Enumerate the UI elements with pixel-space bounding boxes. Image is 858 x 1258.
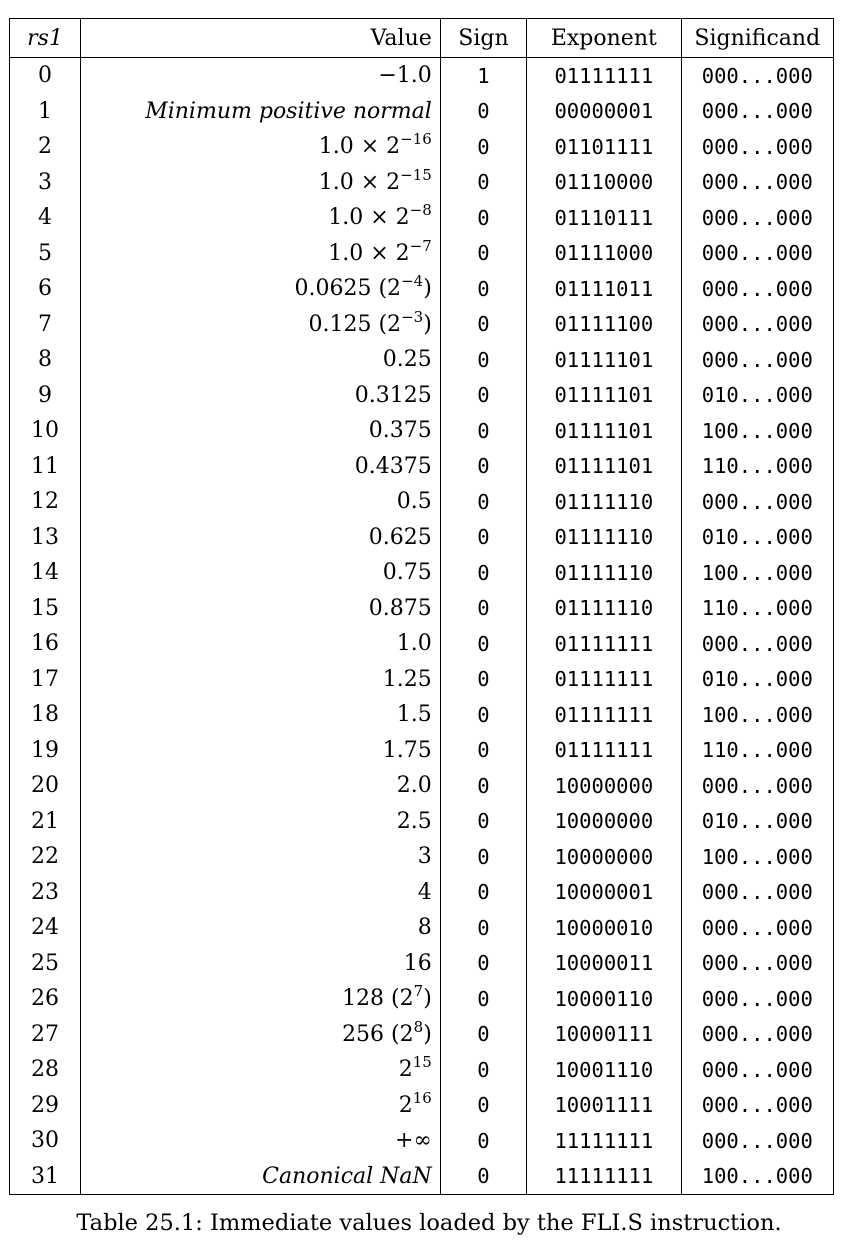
cell-sign: 0 (440, 662, 526, 698)
value-text: 1.0 × 2 (318, 134, 401, 160)
cell-exponent: 10000000 (527, 768, 681, 804)
value-text: −1.0 (378, 63, 432, 89)
cell-rs1: 21 (10, 804, 81, 840)
cell-exponent: 01111000 (527, 236, 681, 272)
cell-exponent: 01111101 (527, 378, 681, 414)
cell-sign: 0 (440, 200, 526, 236)
cell-rs1: 6 (10, 271, 81, 307)
cell-sign: 0 (440, 236, 526, 272)
cell-significand: 000...000 (681, 165, 833, 201)
cell-exponent: 01110111 (527, 200, 681, 236)
cell-exponent: 01111110 (527, 484, 681, 520)
cell-sign: 0 (440, 1017, 526, 1053)
cell-significand: 000...000 (681, 768, 833, 804)
cell-exponent: 10000011 (527, 946, 681, 982)
cell-rs1: 28 (10, 1052, 81, 1088)
cell-rs1: 26 (10, 981, 81, 1017)
value-text: 0.25 (382, 347, 432, 373)
table-row (10, 768, 834, 804)
value-exponent-superscript: 7 (413, 982, 424, 1001)
cell-exponent: 11111111 (527, 1159, 681, 1195)
table-row (10, 591, 834, 627)
value-text: 0.5 (396, 489, 432, 515)
cell-rs1: 17 (10, 662, 81, 698)
cell-exponent: 01111110 (527, 555, 681, 591)
cell-sign: 0 (440, 910, 526, 946)
cell-rs1: 9 (10, 378, 81, 414)
value-text: 0.4375 (354, 453, 432, 479)
cell-value (81, 200, 441, 236)
cell-exponent: 10001110 (527, 1052, 681, 1088)
cell-exponent: 01111111 (527, 626, 681, 662)
value-exponent-superscript: −15 (400, 165, 432, 184)
cell-value (81, 1123, 441, 1159)
table-row (10, 449, 834, 485)
table-row (10, 58, 834, 94)
cell-value (81, 307, 441, 343)
cell-exponent: 01111111 (527, 662, 681, 698)
cell-value (81, 484, 441, 520)
value-exponent-superscript: 8 (413, 1017, 424, 1036)
cell-rs1: 27 (10, 1017, 81, 1053)
value-closing-paren: ) (423, 986, 432, 1012)
cell-value (81, 946, 441, 982)
cell-sign: 0 (440, 1088, 526, 1124)
cell-sign: 0 (440, 768, 526, 804)
cell-exponent: 01111101 (527, 342, 681, 378)
cell-sign: 0 (440, 591, 526, 627)
cell-value (81, 804, 441, 840)
cell-rs1: 4 (10, 200, 81, 236)
cell-rs1: 23 (10, 875, 81, 911)
cell-value (81, 129, 441, 165)
cell-rs1: 15 (10, 591, 81, 627)
table-row (10, 307, 834, 343)
cell-rs1: 5 (10, 236, 81, 272)
table-row (10, 804, 834, 840)
table-row (10, 697, 834, 733)
value-text: 1.0 × 2 (328, 240, 410, 266)
table-row (10, 94, 834, 130)
cell-significand: 010...000 (681, 520, 833, 556)
cell-exponent: 01101111 (527, 129, 681, 165)
cell-value (81, 981, 441, 1017)
cell-value (81, 875, 441, 911)
cell-rs1: 16 (10, 626, 81, 662)
cell-rs1: 12 (10, 484, 81, 520)
cell-significand: 000...000 (681, 129, 833, 165)
table-caption: Table 25.1: Immediate values loaded by the FLI.S instruction. (76, 1210, 782, 1236)
cell-sign: 0 (440, 1159, 526, 1195)
cell-significand: 000...000 (681, 200, 833, 236)
cell-exponent: 10001111 (527, 1088, 681, 1124)
cell-exponent: 10000000 (527, 804, 681, 840)
cell-rs1: 1 (10, 94, 81, 130)
cell-rs1: 19 (10, 733, 81, 769)
value-text: +∞ (395, 1128, 432, 1154)
value-text: 2 (398, 1057, 413, 1083)
cell-significand: 000...000 (681, 271, 833, 307)
cell-significand: 010...000 (681, 662, 833, 698)
value-exponent-superscript: −16 (400, 130, 432, 149)
cell-exponent: 10000110 (527, 981, 681, 1017)
cell-significand: 000...000 (681, 58, 833, 94)
cell-rs1: 2 (10, 129, 81, 165)
cell-sign: 0 (440, 378, 526, 414)
cell-sign: 0 (440, 307, 526, 343)
cell-rs1: 18 (10, 697, 81, 733)
cell-rs1: 8 (10, 342, 81, 378)
cell-significand: 000...000 (681, 236, 833, 272)
fli-immediate-table (9, 18, 834, 1195)
cell-significand: 100...000 (681, 555, 833, 591)
cell-exponent: 10000111 (527, 1017, 681, 1053)
table-row (10, 129, 834, 165)
cell-sign: 0 (440, 342, 526, 378)
value-text: 0.0625 (2 (294, 276, 402, 302)
value-text: 1.0 (396, 631, 432, 657)
table-header-row (10, 19, 834, 58)
table-row (10, 733, 834, 769)
cell-exponent: 01111111 (527, 58, 681, 94)
cell-value (81, 626, 441, 662)
table-row (10, 662, 834, 698)
cell-value (81, 271, 441, 307)
cell-sign: 0 (440, 1123, 526, 1159)
cell-value (81, 94, 441, 130)
cell-exponent: 01111101 (527, 413, 681, 449)
cell-sign: 0 (440, 804, 526, 840)
header-value: Value (81, 19, 441, 58)
cell-exponent: 01111111 (527, 697, 681, 733)
cell-value (81, 236, 441, 272)
cell-significand: 000...000 (681, 342, 833, 378)
value-text: 8 (417, 915, 432, 941)
fli-immediate-table-container (9, 18, 834, 1195)
table-row (10, 626, 834, 662)
cell-sign: 1 (440, 58, 526, 94)
cell-value (81, 697, 441, 733)
cell-rs1: 30 (10, 1123, 81, 1159)
table-row (10, 484, 834, 520)
table-row (10, 413, 834, 449)
value-text: 2.0 (396, 773, 432, 799)
cell-rs1: 10 (10, 413, 81, 449)
table-body (10, 58, 834, 1195)
table-row (10, 165, 834, 201)
table-row (10, 875, 834, 911)
cell-significand: 010...000 (681, 804, 833, 840)
cell-rs1: 31 (10, 1159, 81, 1195)
cell-sign: 0 (440, 449, 526, 485)
cell-significand: 000...000 (681, 307, 833, 343)
value-text: 1.0 × 2 (328, 205, 410, 231)
cell-value (81, 733, 441, 769)
header-exponent: Exponent (527, 19, 681, 58)
cell-value (81, 165, 441, 201)
cell-significand: 110...000 (681, 591, 833, 627)
cell-exponent: 11111111 (527, 1123, 681, 1159)
value-text: Minimum positive normal (145, 98, 432, 124)
cell-value (81, 520, 441, 556)
cell-sign: 0 (440, 626, 526, 662)
cell-exponent: 01111101 (527, 449, 681, 485)
cell-value (81, 1017, 441, 1053)
table-row (10, 839, 834, 875)
table-row (10, 1123, 834, 1159)
cell-exponent: 10000000 (527, 839, 681, 875)
cell-sign: 0 (440, 413, 526, 449)
header-significand: Significand (681, 19, 833, 58)
cell-value (81, 413, 441, 449)
value-closing-paren: ) (423, 276, 432, 302)
value-text: 4 (417, 879, 432, 905)
table-row (10, 200, 834, 236)
cell-sign: 0 (440, 165, 526, 201)
cell-exponent: 10000010 (527, 910, 681, 946)
table-row (10, 981, 834, 1017)
cell-exponent: 01111110 (527, 520, 681, 556)
cell-sign: 0 (440, 484, 526, 520)
cell-rs1: 24 (10, 910, 81, 946)
cell-rs1: 13 (10, 520, 81, 556)
header-sign: Sign (440, 19, 526, 58)
value-exponent-superscript: 15 (412, 1053, 432, 1072)
cell-exponent: 01111110 (527, 591, 681, 627)
cell-value (81, 58, 441, 94)
header-rs1: rs1 (10, 19, 81, 58)
cell-significand: 000...000 (681, 94, 833, 130)
cell-rs1: 7 (10, 307, 81, 343)
value-text: 128 (2 (342, 986, 414, 1012)
cell-exponent: 01111111 (527, 733, 681, 769)
cell-significand: 000...000 (681, 1088, 833, 1124)
value-text: 2.5 (396, 808, 432, 834)
value-text: 0.625 (368, 524, 432, 550)
cell-sign: 0 (440, 1052, 526, 1088)
cell-value (81, 768, 441, 804)
cell-significand: 000...000 (681, 946, 833, 982)
cell-sign: 0 (440, 697, 526, 733)
cell-significand: 000...000 (681, 1123, 833, 1159)
table-row (10, 342, 834, 378)
cell-rs1: 14 (10, 555, 81, 591)
cell-significand: 000...000 (681, 626, 833, 662)
value-text: 0.3125 (354, 382, 432, 408)
value-closing-paren: ) (423, 1021, 432, 1047)
cell-rs1: 11 (10, 449, 81, 485)
cell-significand: 000...000 (681, 484, 833, 520)
cell-rs1: 0 (10, 58, 81, 94)
value-exponent-superscript: −3 (401, 307, 424, 326)
value-text: Canonical NaN (262, 1163, 432, 1189)
table-row (10, 236, 834, 272)
table-row (10, 946, 834, 982)
value-exponent-superscript: −7 (409, 236, 432, 255)
cell-significand: 000...000 (681, 1052, 833, 1088)
cell-sign: 0 (440, 520, 526, 556)
value-text: 256 (2 (342, 1021, 414, 1047)
cell-sign: 0 (440, 733, 526, 769)
cell-sign: 0 (440, 94, 526, 130)
value-text: 0.125 (2 (308, 311, 402, 337)
cell-significand: 000...000 (681, 981, 833, 1017)
table-row (10, 1052, 834, 1088)
value-text: 0.375 (368, 418, 432, 444)
cell-sign: 0 (440, 271, 526, 307)
cell-value (81, 1088, 441, 1124)
value-text: 0.75 (382, 560, 432, 586)
value-closing-paren: ) (423, 311, 432, 337)
cell-value (81, 378, 441, 414)
cell-significand: 110...000 (681, 733, 833, 769)
cell-exponent: 01110000 (527, 165, 681, 201)
cell-sign: 0 (440, 555, 526, 591)
cell-sign: 0 (440, 981, 526, 1017)
table-row (10, 1088, 834, 1124)
cell-sign: 0 (440, 875, 526, 911)
value-text: 2 (398, 1092, 413, 1118)
cell-sign: 0 (440, 839, 526, 875)
value-text: 0.875 (368, 595, 432, 621)
cell-significand: 100...000 (681, 413, 833, 449)
cell-significand: 100...000 (681, 839, 833, 875)
cell-significand: 000...000 (681, 1017, 833, 1053)
table-row (10, 910, 834, 946)
cell-exponent: 10000001 (527, 875, 681, 911)
cell-value (81, 591, 441, 627)
value-text: 3 (417, 844, 432, 870)
cell-value (81, 1159, 441, 1195)
cell-sign: 0 (440, 129, 526, 165)
table-row (10, 1017, 834, 1053)
cell-significand: 010...000 (681, 378, 833, 414)
cell-rs1: 29 (10, 1088, 81, 1124)
value-exponent-superscript: 16 (412, 1088, 432, 1107)
cell-exponent: 01111100 (527, 307, 681, 343)
cell-sign: 0 (440, 946, 526, 982)
cell-significand: 100...000 (681, 697, 833, 733)
value-text: 16 (403, 950, 432, 976)
cell-rs1: 22 (10, 839, 81, 875)
table-row (10, 378, 834, 414)
cell-value (81, 839, 441, 875)
table-row (10, 271, 834, 307)
cell-rs1: 25 (10, 946, 81, 982)
cell-value (81, 555, 441, 591)
table-row (10, 1159, 834, 1195)
cell-significand: 000...000 (681, 875, 833, 911)
cell-rs1: 20 (10, 768, 81, 804)
cell-value (81, 662, 441, 698)
value-text: 1.25 (382, 666, 432, 692)
cell-significand: 100...000 (681, 1159, 833, 1195)
value-exponent-superscript: −8 (409, 201, 432, 220)
value-text: 1.0 × 2 (318, 169, 401, 195)
table-row (10, 520, 834, 556)
table-row (10, 555, 834, 591)
cell-value (81, 449, 441, 485)
cell-value (81, 342, 441, 378)
cell-value (81, 1052, 441, 1088)
cell-exponent: 01111011 (527, 271, 681, 307)
cell-rs1: 3 (10, 165, 81, 201)
cell-exponent: 00000001 (527, 94, 681, 130)
value-text: 1.5 (396, 702, 432, 728)
cell-significand: 110...000 (681, 449, 833, 485)
value-text: 1.75 (382, 737, 432, 763)
value-exponent-superscript: −4 (401, 272, 424, 291)
cell-value (81, 910, 441, 946)
cell-significand: 000...000 (681, 910, 833, 946)
